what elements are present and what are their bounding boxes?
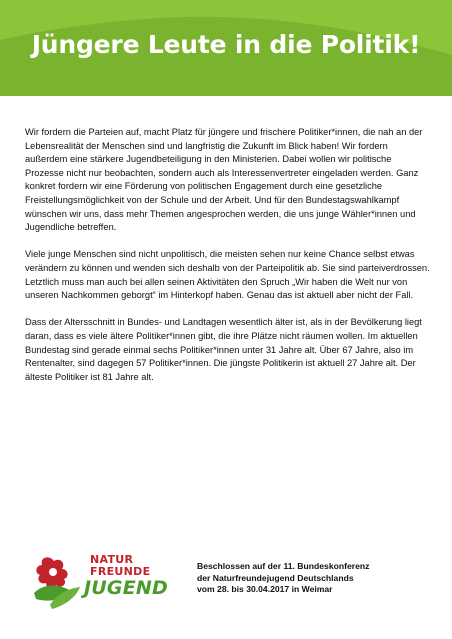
naturfreundejugend-logo-icon <box>30 553 90 611</box>
page-title: Jüngere Leute in die Politik! <box>31 30 421 59</box>
paragraph-1: Wir fordern die Parteien auf, macht Platz für jüngere und frischere Politiker*innen, die nah an der Lebensrealität der Menschen sind und langfristig die Zukunft im Blick haben! Wir fordern außerdem eine stärkere Jugendbeteiligung in den Ministerien. Dabei wollen wir politische Prozesse nicht nur beobachten, sondern auch als Interessenvertreter eingeladen werden. Ganz konkret fordern wir eine Förderung von politischen Engagement durch eine gesetzliche Freistellungsmöglichkeit von der Schule und der Arbeit. Und für den Bundestagswahlkampf wünschen wir uns, dass mehr Themen angesprochen werden, die uns junge Wähler*innen und Jugendliche betreffen. <box>25 127 423 233</box>
resolution-line-2: der Naturfreundejugend Deutschlands <box>197 572 354 583</box>
resolution-note <box>197 561 437 596</box>
paragraph-3: Dass der Altersschnitt in Bundes- und Landtagen wesentlich älter ist, als in der Bevölkerung liegt daran, dass es viele ältere Politiker*innen gibt, die ihre Plätze nicht räumen wollen. Im aktuellen Bundestag sind gerade einmal sechs Politiker*innen unter 31 Jahre alt. Über 67 Jahre, also im Rentenalter, sind dagegen 57 Politiker*innen. Die jüngste Politikerin ist aktuell 27 Jahre alt. Der älteste Politiker ist 81 Jahre alt. <box>25 317 422 382</box>
logo-text-freunde: FREUNDE <box>90 565 151 578</box>
header-banner <box>0 0 452 96</box>
body-text <box>25 126 430 398</box>
resolution-line-1: Beschlossen auf der 11. Bundeskonferenz <box>197 561 370 571</box>
resolution-line-3: vom 28. bis 30.04.2017 in Weimar <box>197 584 333 595</box>
paragraph-2: Viele junge Menschen sind nicht unpolitisch, die meisten sehen nur keine Chance selbst etwas verändern zu können und wenden sich deshalb von der Parteipolitik ab. Sie sind parteiverdrossen. Letztlich muss man auch bei allen seinen Aktivitäten den Spruch „Wir haben die Welt nur von unseren Nachkommen geborgt“ im Hinterkopf haben. Genau das ist aktuell aber nicht der Fall. <box>25 249 430 301</box>
logo-text-natur: NATUR <box>90 553 134 566</box>
naturfreundejugend-logo <box>30 553 175 611</box>
logo-text-jugend: JUGEND <box>84 577 168 599</box>
